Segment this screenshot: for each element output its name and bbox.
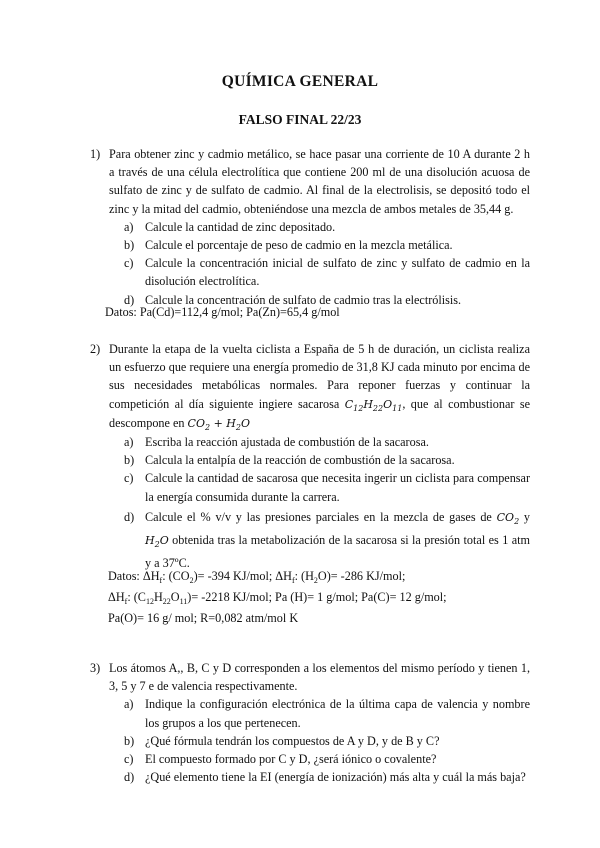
data-line-3: Pa(O)= 16 g/ mol; R=0,082 atm/mol K [108, 611, 299, 625]
sub-question-a [124, 433, 530, 451]
sub-question-c [124, 469, 530, 505]
sub-letter: d) [124, 509, 135, 524]
sub-text: Escriba la reacción ajustada de combustión de la sacarosa. [145, 435, 429, 450]
question-1-data: Datos: Pa(Cd)=112,4 g/mol; Pa(Zn)=65,4 g/mol [105, 305, 340, 319]
sub-letter: c) [124, 471, 134, 486]
formula-sucrose: $C_{12}H_{22}O_{11}$ [344, 397, 403, 413]
sub-text: Calcule la cantidad de sacarosa que necesita ingerir un ciclista para compensar la energía consumida durante la carrera. [145, 471, 530, 504]
page-title: QUÍMICA GENERAL [221, 73, 379, 90]
question-number: 3) [90, 661, 101, 675]
sub-letter: c) [124, 256, 134, 271]
sub-question-a [124, 218, 530, 236]
sub-letter: c) [124, 752, 134, 767]
sub-text: Indique la configuración electrónica de la última capa de valencia y nombre los grupos a los que pertenecen. [145, 697, 530, 730]
sub-letter: a) [124, 697, 134, 712]
sub-question-d [124, 768, 530, 786]
sub-letter: a) [124, 219, 134, 234]
sub-text: Calcule la concentración de sulfato de cadmio tras la electrólisis. [145, 292, 462, 307]
sub-letter: b) [124, 733, 135, 748]
data-line-2: $\Delta H_f$: $(C_{12}H_{22}O_{11})= -2218$ KJ/mol; Pa (H)= 1 g/mol; Pa(C)= 12 g/mol; [108, 590, 447, 606]
sub-letter: b) [124, 238, 135, 253]
sub-letter: b) [124, 453, 135, 468]
sub-question-d: d) Calcule el % v/v y las presiones parciales en la mezcla de gases de $CO_2$ y $H_2O$ obtenida tras la metabolización de la sacarosa si la presión total es 1 atm y a 37ºC. [124, 506, 530, 574]
exam-subtitle: FALSO FINAL 22/23 [238, 112, 362, 127]
question-1 [90, 145, 530, 309]
sub-question-c [124, 750, 530, 768]
sub-letter: d) [124, 292, 135, 307]
question-stem: Durante la etapa de la vuelta ciclista a España de 5 h de duración, un ciclista realiza un esfuerzo que requiere una energía promedio de 31,8 KJ cada minuto por encima de sus necesidades metabólicas normales. Para reponer fuerzas y continuar la competición al día siguiente ingiere sacarosa $C_{12}H_{22}O_{11}$, que al combustionar se descompone en $CO_2 + H_2O$ [109, 342, 531, 432]
question-2 [90, 340, 530, 574]
sub-text: Calcule el porcentaje de peso de cadmio en la mezcla metálica. [145, 238, 453, 253]
data-line-1: Datos: $\Delta H_f$: $(CO_2)= -394$ KJ/mol; $\Delta H_f$: $(H_2O)= -286$ KJ/mol; [108, 569, 406, 585]
question-stem: Los átomos A,, B, C y D corresponden a los elementos del mismo período y tienen 1, 3, 5 y 7 e de valencia respectivamente. [109, 661, 530, 694]
sub-text: ¿Qué elemento tiene la EI (energía de ionización) más alta y cuál la más baja? [145, 770, 526, 785]
sub-text: Calcule la concentración inicial de sulfato de zinc y sulfato de cadmio en la disolución electrolítica. [145, 256, 530, 289]
question-number: 2) [90, 342, 101, 356]
sub-text: ¿Qué fórmula tendrán los compuestos de A y D, y de B y C? [145, 733, 440, 748]
question-stem: Para obtener zinc y cadmio metálico, se hace pasar una corriente de 10 A durante 2 h a través de una célula electrolítica que contiene 200 ml de una disolución acuosa de sulfato de zinc y de sulfato de cadmio. Al final de la electrolisis, se depositó todo el zinc y la mitad del cadmio, obteniéndose una mezcla de ambos metales de 35,44 g. [109, 147, 530, 216]
formula-products: $CO_2 + H_2O$ [187, 416, 251, 432]
sub-letter: d) [124, 770, 135, 785]
sub-question-a [124, 695, 530, 731]
question-3 [90, 659, 530, 786]
sub-question-b [124, 451, 530, 469]
sub-question-b [124, 236, 530, 254]
sub-letter: a) [124, 435, 134, 450]
sub-question-b [124, 732, 530, 750]
question-number: 1) [90, 147, 101, 161]
formula-co2: $CO_2$ [496, 510, 520, 526]
sub-text: El compuesto formado por C y D, ¿será iónico o covalente? [145, 752, 437, 767]
formula-h2o: $H_2O$ [145, 533, 169, 549]
sub-text: Calcule la cantidad de zinc depositado. [145, 219, 336, 234]
sub-text: Calcula la entalpía de la reacción de combustión de la sacarosa. [145, 453, 455, 468]
sub-question-c [124, 254, 530, 290]
question-2-data [108, 566, 447, 629]
